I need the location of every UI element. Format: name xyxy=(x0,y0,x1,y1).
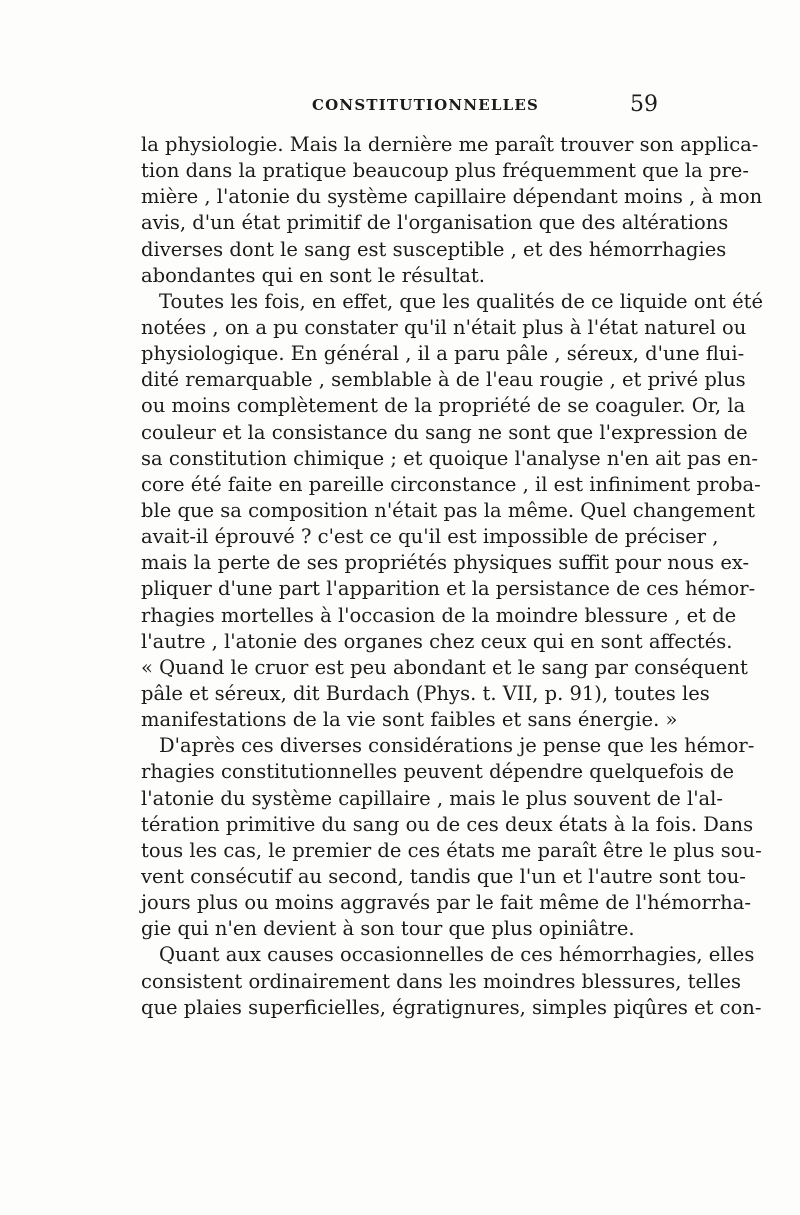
text-line: Toutes les fois, en effet, que les qualités de ce liquide ont été xyxy=(159,289,764,313)
running-head xyxy=(140,92,658,122)
text-line: rhagies constitutionnelles peuvent dépendre quelquefois de xyxy=(141,760,735,784)
page-number: 59 xyxy=(630,92,658,117)
text-line: physiologique. En général , il a paru pâle , séreux, d'une flui- xyxy=(141,342,745,366)
text-line: jours plus ou moins aggravés par le fait même de l'hémorrha- xyxy=(141,891,751,915)
text-line: consistent ordinairement dans les moindres blessures, telles xyxy=(141,969,742,993)
text-line: diverses dont le sang est susceptible , et des hémorrhagies xyxy=(141,237,727,261)
text-line: rhagies mortelles à l'occasion de la moindre blessure , et de xyxy=(141,603,737,627)
text-line: pliquer d'une part l'apparition et la persistance de ces hémor- xyxy=(141,577,756,601)
text-line: tion dans la pratique beaucoup plus fréquemment que la pre- xyxy=(141,159,749,183)
running-title: CONSTITUTIONNELLES xyxy=(312,96,540,114)
text-line: ble que sa composition n'était pas la même. Quel changement xyxy=(141,498,755,522)
text-line: Quant aux causes occasionnelles de ces hémorrhagies, elles xyxy=(159,943,755,967)
text-line: « Quand le cruor est peu abondant et le sang par conséquent xyxy=(141,655,748,679)
text-line: la physiologie. Mais la dernière me paraît trouver son applica- xyxy=(141,133,759,156)
text-line: pâle et séreux, dit Burdach (Phys. t. VII, p. 91), toutes les xyxy=(141,681,710,705)
text-line: ou moins complètement de la propriété de se coaguler. Or, la xyxy=(141,394,746,418)
text-line: notées , on a pu constater qu'il n'était plus à l'état naturel ou xyxy=(141,315,747,339)
text-line: manifestations de la vie sont faibles et sans énergie. » xyxy=(141,708,678,732)
text-line: D'après ces diverses considérations je pense que les hémor- xyxy=(159,734,755,758)
text-line: dité remarquable , semblable à de l'eau rougie , et privé plus xyxy=(141,368,746,392)
text-line: mière , l'atonie du système capillaire dépendant moins , à mon xyxy=(141,185,763,209)
text-line: tous les cas, le premier de ces états me paraît être le plus sou- xyxy=(141,838,762,862)
text-line: abondantes qui en sont le résultat. xyxy=(141,263,485,287)
text-line: l'atonie du système capillaire , mais le plus souvent de l'al- xyxy=(141,786,724,810)
text-line: core été faite en pareille circonstance , il est infiniment proba- xyxy=(141,472,761,496)
text-line: vent consécutif au second, tandis que l'un et l'autre sont tou- xyxy=(141,864,746,888)
text-line: couleur et la consistance du sang ne sont que l'expression de xyxy=(141,420,748,444)
text-line: gie qui n'en devient à son tour que plus opiniâtre. xyxy=(141,917,635,941)
text-line: mais la perte de ses propriétés physiques suffit pour nous ex- xyxy=(141,551,750,575)
text-line: sa constitution chimique ; et quoique l'analyse n'en ait pas en- xyxy=(141,446,758,470)
text-line: que plaies superficielles, égratignures, simples piqûres et con- xyxy=(141,995,762,1019)
text-line: avait-il éprouvé ? c'est ce qu'il est impossible de préciser , xyxy=(141,525,719,549)
text-line: l'autre , l'atonie des organes chez ceux qui en sont affectés. xyxy=(141,629,733,653)
text-line: tération primitive du sang ou de ces deux états à la fois. Dans xyxy=(141,812,754,836)
text-line: avis, d'un état primitif de l'organisation que des altérations xyxy=(141,211,729,235)
body-text xyxy=(141,132,764,1021)
